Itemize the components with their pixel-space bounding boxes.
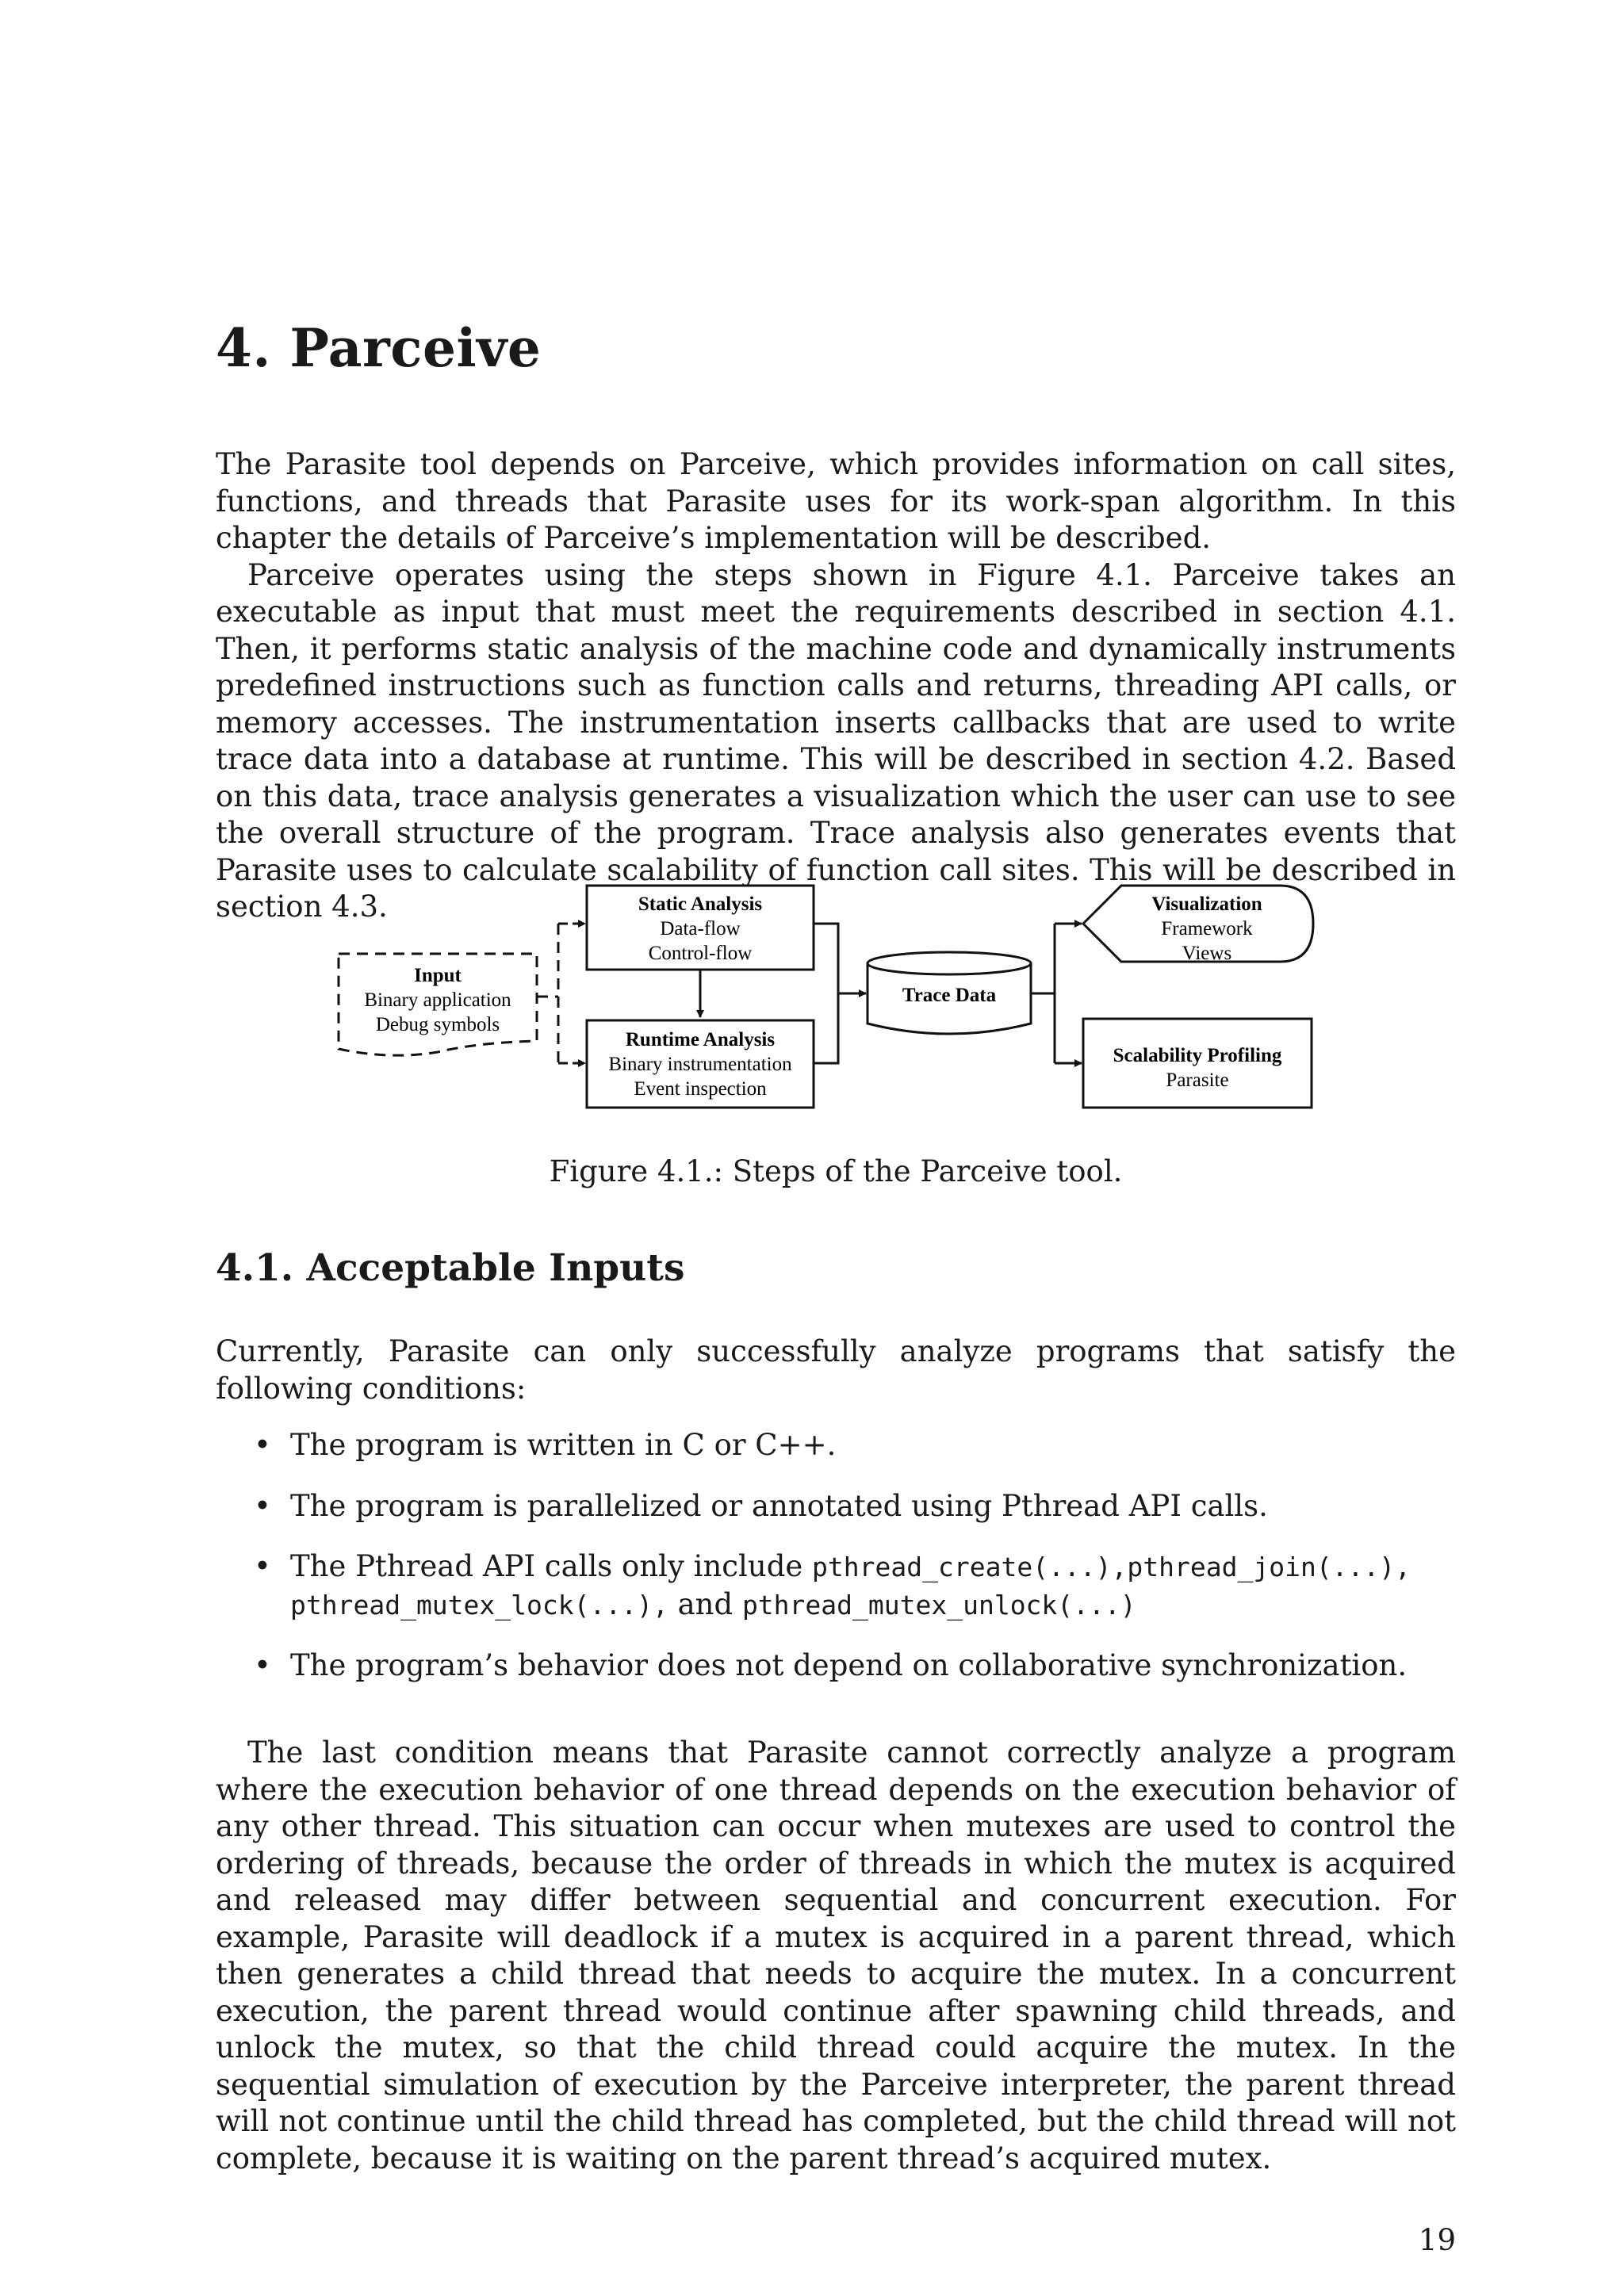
intro-paragraph-2: Parceive operates using the steps shown in Figure 4.1. Parceive takes an executable as input that must meet the requirements described in section 4.1. Then, it performs static analysis of the machine code and dynamically instruments predefined instructions such as function calls and returns, threading API calls, or memory accesses. The instrumentation inserts callbacks that are used to write trace data into a database at runtime. This will be described in section 4.2. Based on this data, trace analysis generates a visualization which the user can use to see the overall structure of the program. Trace analysis also generates events that Parasite uses to calculate scalability of function call sites. This will be described in section 4.3. <box>216 557 1456 924</box>
bullet-icon: • <box>254 1549 271 1583</box>
analyses-connector <box>814 924 838 1063</box>
condition-2: The program is parallelized or annotated using Pthread API calls. <box>290 1488 1268 1523</box>
chapter-title: 4. Parceive <box>216 317 542 379</box>
input-line-1: Binary application <box>364 989 511 1011</box>
visualization-line-1: Framework <box>1161 918 1253 939</box>
section-lead <box>216 1334 1456 1407</box>
input-connector <box>537 924 558 1063</box>
last-condition-paragraph: The last condition means that Parasite cannot correctly analyze a program where the execution behavior of one thread depends on the execution behavior of any other thread. This situation can occur when mutexes are used to control the ordering of threads, because the order of threads in which the mutex is acquired and released may differ between sequential and concurrent execution. For example, Parasite will deadlock if a mutex is acquired in a parent thread, which then generates a child thread that needs to acquire the mutex. In a concurrent execution, the parent thread would continue after spawning child threads, and unlock the mutex, so that the child thread could acquire the mutex. In the sequential simulation of execution by the Parceive interpreter, the parent thread will not continue until the child thread has completed, but the child thread will not complete, because it is waiting on the parent thread’s acquired mutex. <box>216 1735 1456 2175</box>
bullet-icon: • <box>254 1428 271 1462</box>
last-condition-text <box>216 1735 1456 2177</box>
condition-1: The program is written in C or C++. <box>290 1428 837 1462</box>
intro-paragraph-1: The Parasite tool depends on Parceive, which provides information on call sites, functions, and threads that Parasite uses for its work-span algorithm. In this chapter the details of Parceive’s implementation will be described. <box>216 447 1456 555</box>
intro-text <box>216 446 1456 926</box>
input-title: Input <box>414 965 462 986</box>
condition-3-and: and <box>668 1586 742 1621</box>
document-page <box>216 0 1456 2296</box>
figure-caption: Figure 4.1.: Steps of the Parceive tool. <box>549 1154 1123 1188</box>
page-number: 19 <box>1418 2223 1456 2257</box>
runtime-analysis-title: Runtime Analysis <box>625 1029 776 1050</box>
conditions-list <box>254 1427 1456 1709</box>
list-item <box>254 1427 1456 1464</box>
trace-data-title: Trace Data <box>902 985 997 1006</box>
condition-3-prefix: The Pthread API calls only include <box>290 1549 813 1583</box>
list-item <box>254 1488 1456 1525</box>
static-analysis-title: Static Analysis <box>638 894 763 915</box>
visualization-title: Visualization <box>1151 894 1262 915</box>
input-line-2: Debug symbols <box>375 1014 500 1035</box>
runtime-analysis-line-1: Binary instrumentation <box>608 1054 792 1075</box>
trace-connector <box>1031 924 1055 1063</box>
parceive-steps-diagram <box>335 876 1326 1138</box>
section-lead-text: Currently, Parasite can only successfully analyze programs that satisfy the following conditions: <box>216 1334 1456 1406</box>
bullet-icon: • <box>254 1488 271 1523</box>
code-pthread-create-join: pthread_create(...),pthread_join(...), <box>812 1552 1411 1582</box>
code-pthread-mutex-lock: pthread_mutex_lock(...), <box>290 1589 668 1621</box>
list-item <box>254 1647 1456 1685</box>
scalability-profiling-line-1: Parasite <box>1166 1070 1229 1091</box>
list-item <box>254 1548 1456 1624</box>
code-pthread-mutex-unlock: pthread_mutex_unlock(...) <box>741 1589 1136 1621</box>
condition-4: The program’s behavior does not depend on collaborative synchronization. <box>290 1648 1408 1682</box>
visualization-line-2: Views <box>1182 943 1232 964</box>
runtime-analysis-line-2: Event inspection <box>634 1078 767 1100</box>
static-analysis-line-2: Control-flow <box>648 943 753 964</box>
section-title: 4.1. Acceptable Inputs <box>216 1246 685 1290</box>
bullet-icon: • <box>254 1648 271 1682</box>
static-analysis-line-1: Data-flow <box>660 918 741 939</box>
scalability-profiling-title: Scalability Profiling <box>1113 1045 1282 1066</box>
